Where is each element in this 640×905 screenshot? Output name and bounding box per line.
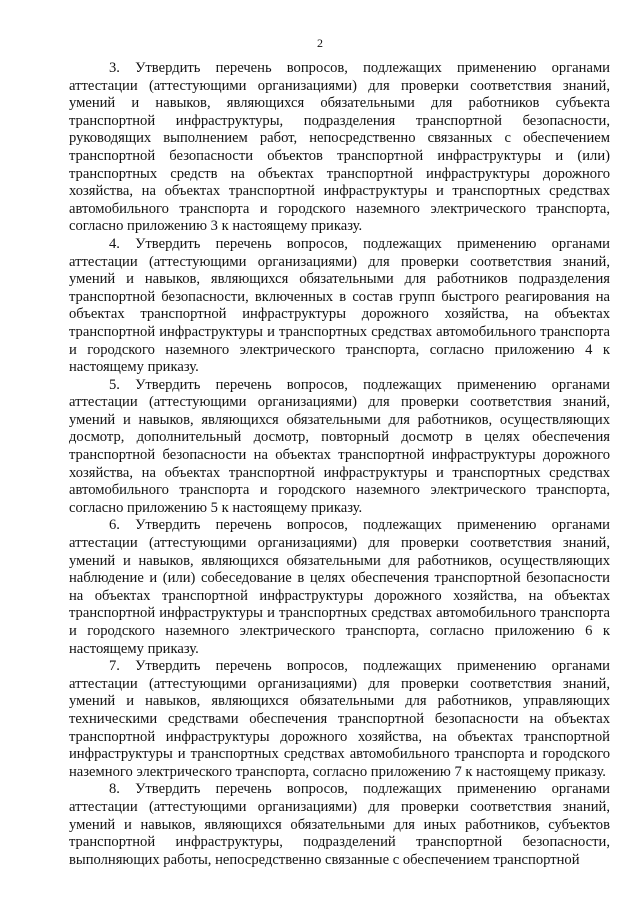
paragraph-item-8: 8. Утвердить перечень вопросов, подлежащих применению органами аттестации (аттестующими организациями) для проверки соответствия знаний, умений и навыков, являющихся обязательными для иных работников, субъектов транспортной инфраструктуры, подразделений транспортной безопасности, выполняющих работы, непосредственно связанные с обеспечением транспортной — [69, 781, 610, 868]
paragraph-item-6: 6. Утвердить перечень вопросов, подлежащих применению органами аттестации (аттестующими организациями) для проверки соответствия знаний, умений и навыков, являющихся обязательными для работников, осуществляющих наблюдение и (или) собеседование в целях обеспечения транспортной безопасности на объектах транспортной инфраструктуры дорожного хозяйства, на объектах транспортной инфраструктуры и транспортных средствах автомобильного транспорта и городского наземного электрического транспорта, согласно приложению 6 к настоящему приказу. — [69, 517, 610, 657]
paragraph-item-4: 4. Утвердить перечень вопросов, подлежащих применению органами аттестации (аттестующими организациями) для проверки соответствия знаний, умений и навыков, являющихся обязательными для работников подразделения транспортной безопасности, включенных в состав групп быстрого реагирования на объектах транспортной инфраструктуры дорожного хозяйства, на объектах транспортной инфраструктуры и транспортных средствах автомобильного транспорта и городского наземного электрического транспорта, согласно приложению 4 к настоящему приказу. — [69, 235, 610, 376]
paragraph-item-3: 3. Утвердить перечень вопросов, подлежащих применению органами аттестации (аттестующими организациями) для проверки соответствия знаний, умений и навыков, являющихся обязательными для работников субъекта транспортной инфраструктуры, подразделения транспортной безопасности, руководящих выполнением работ, непосредственно связанных с обеспечением транспортной безопасности объектов транспортной инфраструктуры и (или) транспортных средств на объектах транспортной инфраструктуры дорожного хозяйства, на объектах транспортной инфраструктуры и транспортных средствах автомобильного транспорта и городского наземного электрического транспорта, согласно приложению 3 к настоящему приказу. — [69, 60, 610, 235]
paragraph-item-7: 7. Утвердить перечень вопросов, подлежащих применению органами аттестации (аттестующими организациями) для проверки соответствия знаний, умений и навыков, являющихся обязательными для работников, управляющих техническими средствами обеспечения транспортной безопасности на объектах транспортной инфраструктуры дорожного хозяйства, на объектах транспортной инфраструктуры и транспортных средствах автомобильного транспорта и городского наземного электрического транспорта, согласно приложению 7 к настоящему приказу. — [69, 658, 610, 780]
page-number: 2 — [317, 36, 323, 50]
document-body — [69, 60, 610, 869]
paragraph-item-5: 5. Утвердить перечень вопросов, подлежащих применению органами аттестации (аттестующими организациями) для проверки соответствия знаний, умений и навыков, являющихся обязательными для работников, осуществляющих досмотр, дополнительный досмотр, повторный досмотр в целях обеспечения транспортной безопасности на объектах транспортной инфраструктуры дорожного хозяйства, на объектах транспортной инфраструктуры и транспортных средствах автомобильного транспорта и городского наземного электрического транспорта, согласно приложению 5 к настоящему приказу. — [69, 376, 610, 516]
